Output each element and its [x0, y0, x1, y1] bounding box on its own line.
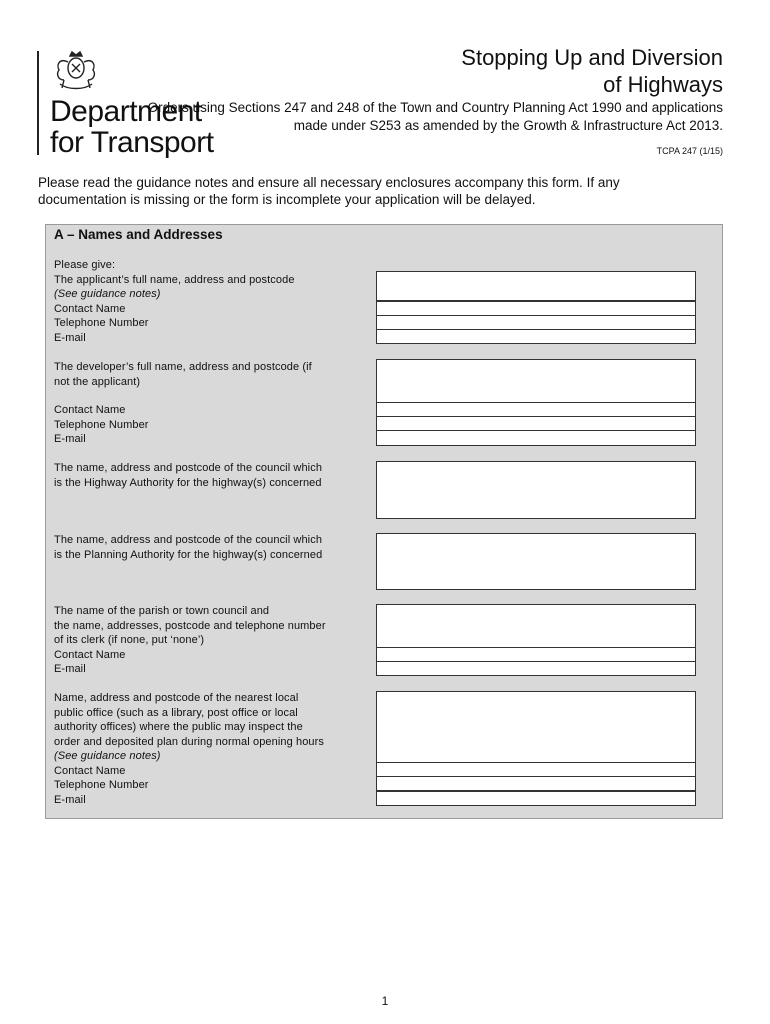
public-office-label-line2: public office (such as a library, post office or local	[54, 706, 298, 719]
department-name-line2: for Transport	[50, 126, 214, 159]
section-a-heading: A – Names and Addresses	[54, 227, 223, 242]
highway-authority-field[interactable]	[376, 461, 696, 519]
intro-line2: documentation is missing or the form is incomplete your application will be delayed.	[38, 192, 536, 207]
public-office-guidance-note	[54, 749, 376, 764]
parish-council-field[interactable]	[376, 604, 696, 648]
developer-label-line1: The developer’s full name, address and postcode (if	[54, 361, 312, 373]
form-reference: TCPA 247 (1/15)	[656, 146, 723, 156]
developer-telephone-label: Telephone Number	[54, 418, 149, 431]
parish-email-field[interactable]	[376, 661, 696, 676]
public-office-contact-name-field[interactable]	[376, 762, 696, 777]
public-office-email-label: E-mail	[54, 793, 86, 806]
form-title	[303, 44, 723, 98]
applicant-guidance-text: (See guidance notes)	[54, 288, 161, 300]
applicant-address-field[interactable]	[376, 271, 696, 301]
developer-telephone-field[interactable]	[376, 416, 696, 431]
planning-authority-label-line1: The name, address and postcode of the council which	[54, 534, 323, 546]
public-office-contact-name-label: Contact Name	[54, 764, 126, 777]
public-office-telephone-field[interactable]	[376, 776, 696, 791]
planning-authority-field[interactable]	[376, 533, 696, 590]
developer-email-field[interactable]	[376, 430, 696, 446]
public-office-email-field[interactable]	[376, 791, 696, 806]
public-office-guidance-text: (See guidance notes)	[54, 750, 161, 762]
form-title-line1: Stopping Up and Diversion	[461, 45, 723, 70]
developer-label-line2: not the applicant)	[54, 375, 141, 388]
section-a-panel	[45, 224, 723, 819]
intro-text	[38, 174, 738, 208]
intro-line1: Please read the guidance notes and ensure all necessary enclosures accompany this form. If any	[38, 175, 620, 190]
planning-authority-label-line2: is the Planning Authority for the highway(s) concerned	[54, 548, 323, 561]
parish-contact-name-label: Contact Name	[54, 648, 126, 661]
highway-authority-label-line1: The name, address and postcode of the council which	[54, 462, 323, 474]
applicant-label: The applicant’s full name, address and postcode	[54, 273, 295, 286]
parish-contact-name-field[interactable]	[376, 647, 696, 662]
applicant-contact-name-label: Contact Name	[54, 302, 126, 315]
form-subtitle	[33, 99, 723, 135]
department-name-line1: Department	[50, 95, 202, 128]
page-number: 1	[381, 994, 389, 1008]
applicant-telephone-label: Telephone Number	[54, 317, 149, 329]
parish-council-label-line3: of its clerk (if none, put ‘none’)	[54, 634, 205, 646]
developer-contact-name-field[interactable]	[376, 402, 696, 417]
applicant-email-field[interactable]	[376, 329, 696, 344]
royal-crest-icon	[50, 50, 102, 94]
form-title-line2: of Highways	[603, 72, 723, 97]
public-office-label-line1: Name, address and postcode of the nearest local	[54, 692, 299, 704]
form-subtitle-line1: Orders using Sections 247 and 248 of the Town and Country Planning Act 1990 and applications	[147, 100, 723, 115]
highway-authority-label-line2: is the Highway Authority for the highway(s) concerned	[54, 476, 322, 489]
applicant-guidance-note	[54, 287, 376, 302]
applicant-telephone-field[interactable]	[376, 315, 696, 330]
parish-council-label-line2: the name, addresses, postcode and telephone number	[54, 619, 326, 632]
applicant-email-label: E-mail	[54, 331, 86, 344]
parish-council-label-line1: The name of the parish or town council and	[54, 605, 270, 617]
public-office-telephone-label: Telephone Number	[54, 779, 149, 791]
developer-email-label: E-mail	[54, 433, 86, 445]
parish-email-label: E-mail	[54, 663, 86, 675]
form-subtitle-line2: made under S253 as amended by the Growth & Infrastructure Act 2013.	[293, 118, 723, 133]
applicant-contact-name-field[interactable]	[376, 301, 696, 316]
please-give-label: Please give:	[54, 259, 116, 271]
public-office-label-line3: authority offices) where the public may inspect the	[54, 721, 303, 733]
developer-address-field[interactable]	[376, 359, 696, 403]
developer-contact-name-label: Contact Name	[54, 404, 126, 416]
public-office-field[interactable]	[376, 691, 696, 763]
public-office-label-line4: order and deposited plan during normal opening hours	[54, 735, 324, 748]
